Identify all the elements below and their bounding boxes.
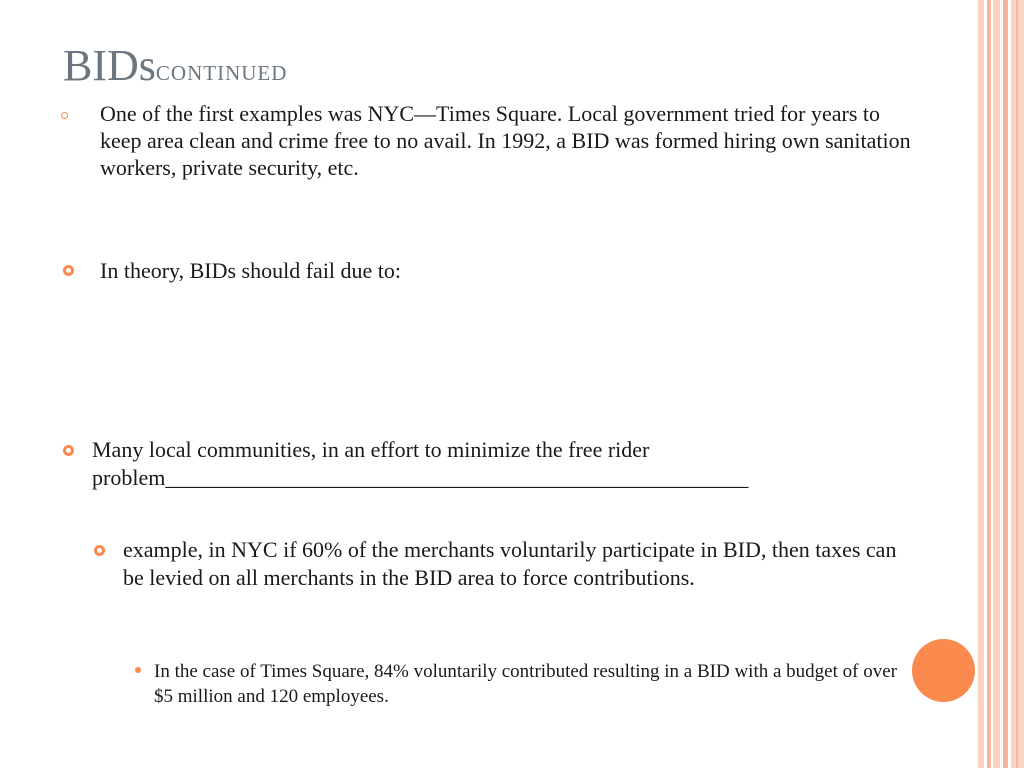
solid-dot-icon — [135, 667, 141, 673]
ring-bullet-icon — [94, 545, 105, 556]
bullet-4-text: example, in NYC if 60% of the merchants voluntarily participate in BID, then taxes can be levied on all merchants in the BID area to force contributions. — [123, 537, 897, 590]
decorative-circle — [912, 639, 975, 702]
title-main: BIDs — [63, 41, 156, 90]
ring-bullet-icon — [63, 445, 74, 456]
bullet-1 — [100, 100, 920, 181]
bullet-4 — [123, 536, 913, 592]
bullet-5-text: In the case of Times Square, 84% voluntarily contributed resulting in a BID with a budget of over $5 million and 120 employees. — [154, 661, 897, 707]
bullet-3-text: Many local communities, in an effort to minimize the free rider problem_____________________________________________________ — [92, 437, 749, 490]
bullet-3 — [92, 436, 932, 492]
bullet-1-text: One of the first examples was NYC—Times Square. Local government tried for years to keep area clean and crime free to no avail. In 1992, a BID was formed hiring own sanitation workers, private security, etc. — [100, 101, 911, 180]
decorative-stripe — [987, 0, 991, 768]
page-title — [63, 40, 287, 97]
title-small-caps: continued — [155, 54, 288, 87]
decorative-stripe — [993, 0, 1000, 768]
bullet-2-text: In theory, BIDs should fail due to: — [100, 258, 402, 283]
decorative-stripe — [978, 0, 984, 768]
ring-bullet-icon — [63, 265, 74, 276]
decorative-stripe — [1016, 0, 1018, 768]
bullet-5 — [154, 659, 914, 709]
hollow-circle-icon — [61, 112, 68, 119]
bullet-2 — [100, 257, 920, 284]
decorative-stripe — [1003, 0, 1008, 768]
